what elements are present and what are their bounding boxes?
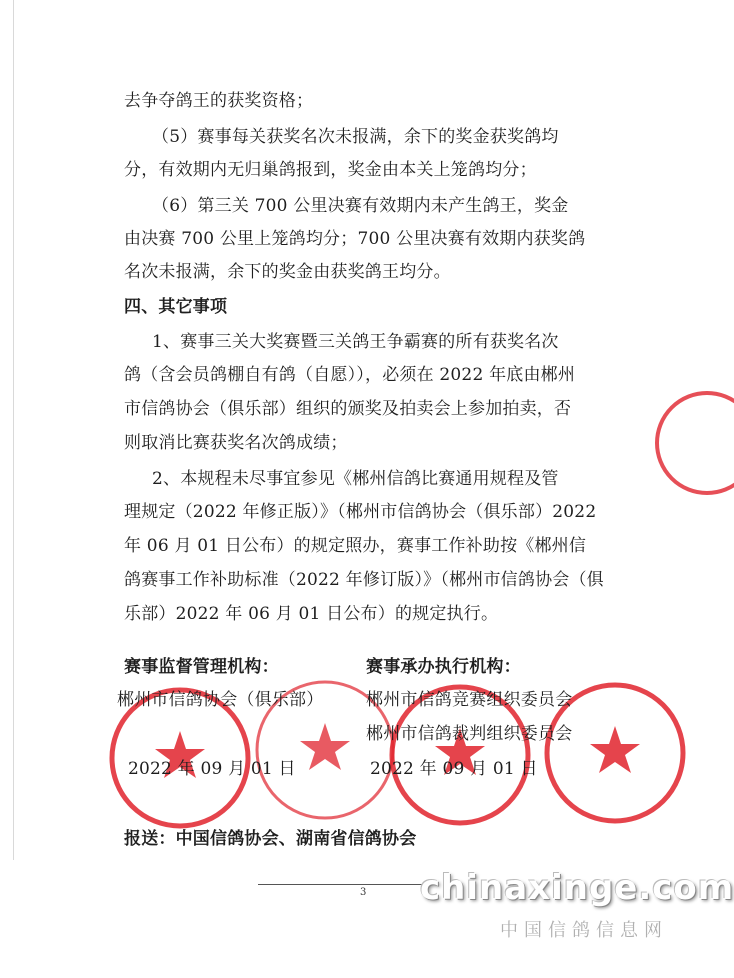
page-edge-line xyxy=(13,0,14,860)
supervision-org: 郴州市信鸽协会（俱乐部） xyxy=(117,690,324,710)
watermark-latin: chinaxinge.com xyxy=(420,868,734,908)
page-number: 3 xyxy=(360,887,367,898)
text-line: 2、本规程未尽事宜参见《郴州信鸽比赛通用规程及管 xyxy=(152,469,559,489)
text-line: 1、赛事三关大奖赛暨三关鸽王争霸赛的所有获奖名次 xyxy=(152,332,559,352)
text-line: （6）第三关 700 公里决赛有效期内未产生鸽王，奖金 xyxy=(152,196,569,216)
execution-org-competition: 郴州市信鸽竞赛组织委员会 xyxy=(366,690,573,710)
text-line: 分，有效期内无归巢鸽报到，奖金由本关上笼鸽均分； xyxy=(124,160,537,180)
execution-org-referee: 郴州市信鸽裁判组织委员会 xyxy=(366,724,573,744)
text-line: 市信鸽协会（俱乐部）组织的颁奖及拍卖会上参加拍卖，否 xyxy=(124,399,572,419)
supervision-date: 2022 年 09 月 01 日 xyxy=(128,759,296,779)
text-line: 理规定（2022 年修正版）》（郴州市信鸽协会（俱乐部）2022 xyxy=(124,502,597,522)
supervision-heading: 赛事监督管理机构： xyxy=(124,657,279,677)
text-line: 鸽（含会员鸽棚自有鸽（自愿）），必须在 2022 年底由郴州 xyxy=(124,365,576,385)
execution-heading: 赛事承办执行机构： xyxy=(366,657,521,677)
text-line: 鸽赛事工作补助标准（2022 年修订版）》（郴州市信鸽协会（俱 xyxy=(124,570,604,590)
execution-date: 2022 年 09 月 01 日 xyxy=(370,759,538,779)
section-heading: 四、其它事项 xyxy=(124,297,228,317)
report-to: 报送：中国信鸽协会、湖南省信鸽协会 xyxy=(124,829,417,849)
text-line: 年 06 月 01 日公布）的规定照办，赛事工作补助按《郴州信 xyxy=(124,536,587,556)
text-line: （5）赛事每关获奖名次未报满，余下的奖金获奖鸽均 xyxy=(152,127,559,147)
text-line: 名次未报满，余下的奖金由获奖鸽王均分。 xyxy=(124,262,451,282)
text-line: 去争夺鸽王的获奖资格； xyxy=(124,91,314,111)
text-line: 由决赛 700 公里上笼鸽均分；700 公里决赛有效期内获奖鸽 xyxy=(124,229,586,249)
text-line: 乐部）2022 年 06 月 01 日公布）的规定执行。 xyxy=(124,604,499,624)
seal-partial-edge xyxy=(652,388,700,498)
watermark-chinese: 中国信鸽信息网 xyxy=(500,920,668,941)
text-line: 则取消比赛获奖名次鸽成绩； xyxy=(124,433,348,453)
footer-rule xyxy=(258,884,438,885)
